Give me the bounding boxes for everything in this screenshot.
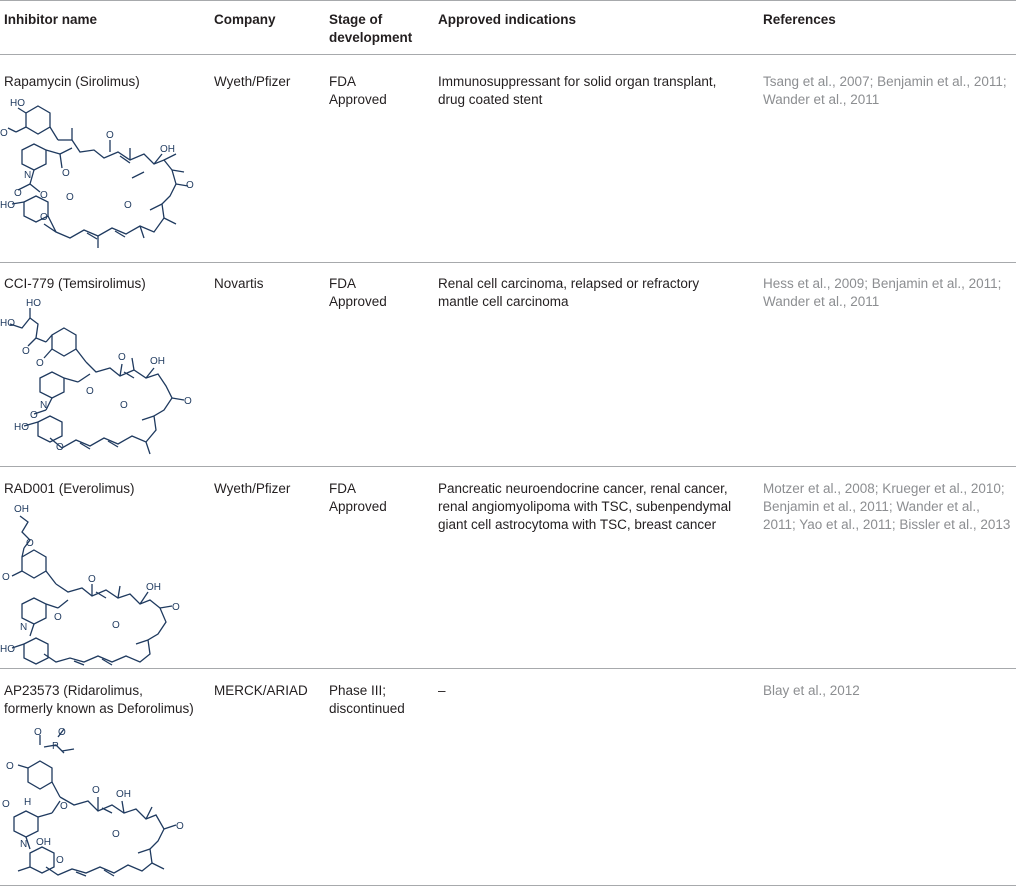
svg-text:O: O: [184, 396, 192, 407]
svg-text:P: P: [52, 741, 59, 752]
indication-line2: renal angiomyolipoma with TSC, subenpendymal: [438, 499, 732, 514]
indication-line1: Pancreatic neuroendocrine cancer, renal cancer,: [438, 481, 728, 496]
svg-text:H: H: [24, 797, 32, 808]
header-stage-line1: Stage of: [329, 12, 383, 27]
svg-text:O: O: [22, 346, 30, 357]
indication-line2: drug coated stent: [438, 92, 543, 107]
stage-line2: Approved: [329, 92, 387, 107]
svg-text:O: O: [36, 358, 44, 369]
svg-text:HO: HO: [10, 98, 25, 109]
company: Novartis: [214, 276, 264, 291]
svg-text:OH: OH: [160, 144, 175, 155]
svg-text:O: O: [14, 188, 22, 199]
svg-text:O: O: [6, 761, 14, 772]
header-inhibitor-name: Inhibitor name: [4, 12, 98, 27]
header-company: Company: [214, 12, 276, 27]
svg-text:O: O: [172, 602, 180, 613]
header-rule: [0, 54, 1016, 55]
reference-line1: Hess et al., 2009; Benjamin et al., 2011;: [763, 276, 1002, 291]
svg-text:O: O: [30, 410, 38, 421]
reference-line1: Blay et al., 2012: [763, 683, 860, 698]
reference-line1: Motzer et al., 2008; Krueger et al., 2010;: [763, 481, 1005, 496]
inhibitor-name-line1: AP23573 (Ridarolimus,: [4, 683, 143, 698]
svg-text:O: O: [40, 212, 48, 223]
reference-line1: Tsang et al., 2007; Benjamin et al., 2011;: [763, 74, 1007, 89]
svg-text:HO: HO: [26, 298, 41, 309]
svg-text:O: O: [86, 386, 94, 397]
svg-text:OH: OH: [116, 789, 131, 800]
svg-text:N: N: [24, 170, 32, 181]
table-bottom-rule: [0, 885, 1016, 886]
svg-text:OH: OH: [36, 837, 51, 848]
inhibitor-name: Rapamycin (Sirolimus): [4, 74, 140, 89]
svg-text:O: O: [106, 130, 114, 141]
svg-text:O: O: [112, 829, 120, 840]
svg-text:N: N: [40, 400, 48, 411]
table-top-rule: [0, 0, 1016, 1]
svg-text:O: O: [26, 538, 34, 549]
svg-text:O: O: [112, 620, 120, 631]
svg-text:O: O: [62, 168, 70, 179]
company: MERCK/ARIAD: [214, 683, 308, 698]
svg-text:O: O: [0, 128, 8, 139]
svg-text:O: O: [176, 821, 184, 832]
inhibitor-name-line2: formerly known as Deforolimus): [4, 701, 194, 716]
stage-line2: Approved: [329, 499, 387, 514]
everolimus-atom-labels: [0, 504, 180, 655]
svg-text:O: O: [34, 727, 42, 738]
temsirolimus-structure: [0, 298, 200, 462]
reference-line3: 2011; Yao et al., 2011; Bissler et al., 2013: [763, 517, 1011, 532]
row-rule-1: [0, 262, 1016, 263]
svg-text:OH: OH: [150, 356, 165, 367]
svg-text:O: O: [92, 785, 100, 796]
everolimus-structure: [0, 500, 200, 664]
svg-text:O: O: [60, 801, 68, 812]
header-approved-indications: Approved indications: [438, 12, 577, 27]
inhibitor-name: CCI-779 (Temsirolimus): [4, 276, 146, 291]
indication-line3: giant cell astrocytoma with TSC, breast cancer: [438, 517, 717, 532]
ridaforolimus-structure: [0, 725, 200, 881]
reference-line2: Benjamin et al., 2011; Wander et al.,: [763, 499, 980, 514]
svg-text:O: O: [124, 200, 132, 211]
svg-text:O: O: [54, 612, 62, 623]
svg-text:O: O: [58, 727, 66, 738]
reference-line2: Wander et al., 2011: [763, 92, 880, 107]
svg-text:O: O: [118, 352, 126, 363]
svg-text:OH: OH: [146, 582, 161, 593]
company: Wyeth/Pfizer: [214, 74, 291, 89]
svg-text:O: O: [56, 442, 64, 453]
indication-line1: Immunosuppressant for solid organ transplant,: [438, 74, 717, 89]
indication-line1: Renal cell carcinoma, relapsed or refractory: [438, 276, 700, 291]
reference-line2: Wander et al., 2011: [763, 294, 880, 309]
svg-text:N: N: [20, 622, 28, 633]
inhibitor-name: RAD001 (Everolimus): [4, 481, 135, 496]
stage-line1: FDA: [329, 74, 356, 89]
stage-line2: discontinued: [329, 701, 405, 716]
svg-text:O: O: [56, 855, 64, 866]
svg-text:O: O: [88, 574, 96, 585]
svg-text:O: O: [2, 799, 10, 810]
svg-text:O: O: [66, 192, 74, 203]
svg-text:HO: HO: [0, 644, 15, 655]
svg-text:HO: HO: [0, 200, 15, 211]
rapamycin-structure: [0, 92, 200, 258]
indication-line2: mantle cell carcinoma: [438, 294, 569, 309]
svg-text:O: O: [2, 572, 10, 583]
stage-line1: Phase III;: [329, 683, 387, 698]
header-references: References: [763, 12, 836, 27]
svg-text:O: O: [186, 180, 194, 191]
svg-text:O: O: [120, 400, 128, 411]
company: Wyeth/Pfizer: [214, 481, 291, 496]
stage-line1: FDA: [329, 481, 356, 496]
row-rule-3: [0, 668, 1016, 669]
svg-text:HO: HO: [14, 422, 29, 433]
stage-line2: Approved: [329, 294, 387, 309]
svg-text:HO: HO: [0, 318, 15, 329]
header-stage-line2: development: [329, 30, 413, 45]
temsirolimus-atom-labels: [0, 298, 192, 453]
indication-line1: –: [438, 683, 446, 698]
svg-text:O: O: [40, 190, 48, 201]
svg-text:OH: OH: [14, 504, 29, 515]
svg-text:N: N: [20, 839, 28, 850]
row-rule-2: [0, 466, 1016, 467]
stage-line1: FDA: [329, 276, 356, 291]
